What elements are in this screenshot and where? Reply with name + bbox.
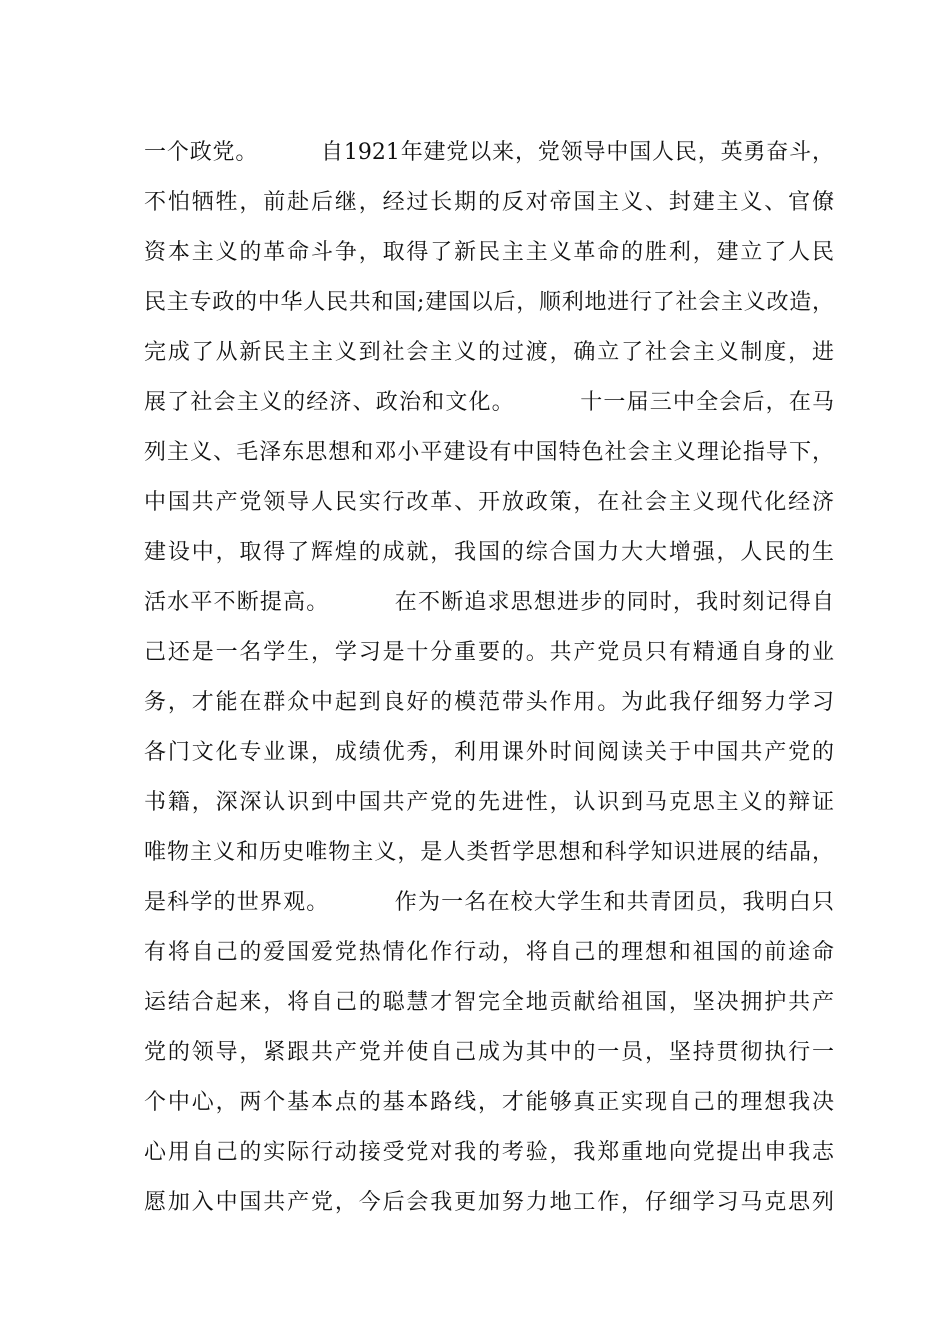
text-line: 心用自己的实际行动接受党对我的考验，我郑重地向党提出申我志 [144, 1140, 834, 1165]
text-line: 完成了从新民主主义到社会主义的过渡，确立了社会主义制度，进 [144, 340, 834, 365]
text-line: 中国共产党领导人民实行改革、开放政策，在社会主义现代化经济 [144, 490, 834, 515]
text-line: 己还是一名学生，学习是十分重要的。共产党员只有精通自身的业 [144, 640, 834, 665]
text-line: 各门文化专业课，成绩优秀，利用课外时间阅读关于中国共产党的 [144, 740, 834, 765]
text-line: 唯物主义和历史唯物主义，是人类哲学思想和科学知识进展的结晶， [144, 840, 834, 865]
text-line: 有将自己的爱国爱党热情化作行动，将自己的理想和祖国的前途命 [144, 940, 834, 965]
text-line: 民主专政的中华人民共和国;建国以后，顺利地进行了社会主义改造， [144, 290, 834, 315]
text-line: 资本主义的革命斗争，取得了新民主主义革命的胜利，建立了人民 [144, 240, 834, 265]
document-body [144, 128, 834, 1228]
text-line: 愿加入中国共产党，今后会我更加努力地工作，仔细学习马克思列 [144, 1190, 834, 1215]
text-line: 党的领导，紧跟共产党并使自己成为其中的一员，坚持贯彻执行一 [144, 1040, 834, 1065]
text-line: 务，才能在群众中起到良好的模范带头作用。为此我仔细努力学习 [144, 690, 834, 715]
text-line: 书籍，深深认识到中国共产党的先进性，认识到马克思主义的辩证 [144, 790, 834, 815]
text-line: 一个政党。 自1921年建党以来，党领导中国人民，英勇奋斗， [144, 140, 834, 165]
text-line: 个中心，两个基本点的基本路线，才能够真正实现自己的理想我决 [144, 1090, 834, 1115]
text-line: 建设中，取得了辉煌的成就，我国的综合国力大大增强，人民的生 [144, 540, 834, 565]
text-line: 列主义、毛泽东思想和邓小平建设有中国特色社会主义理论指导下， [144, 440, 834, 465]
text-line: 是科学的世界观。 作为一名在校大学生和共青团员，我明白只 [144, 890, 834, 915]
text-line: 不怕牺牲，前赴后继，经过长期的反对帝国主义、封建主义、官僚 [144, 190, 834, 215]
text-line: 展了社会主义的经济、政治和文化。 十一届三中全会后，在马 [144, 390, 834, 415]
text-line: 活水平不断提高。 在不断追求思想进步的同时，我时刻记得自 [144, 590, 834, 615]
text-line: 运结合起来，将自己的聪慧才智完全地贡献给祖国，坚决拥护共产 [144, 990, 834, 1015]
